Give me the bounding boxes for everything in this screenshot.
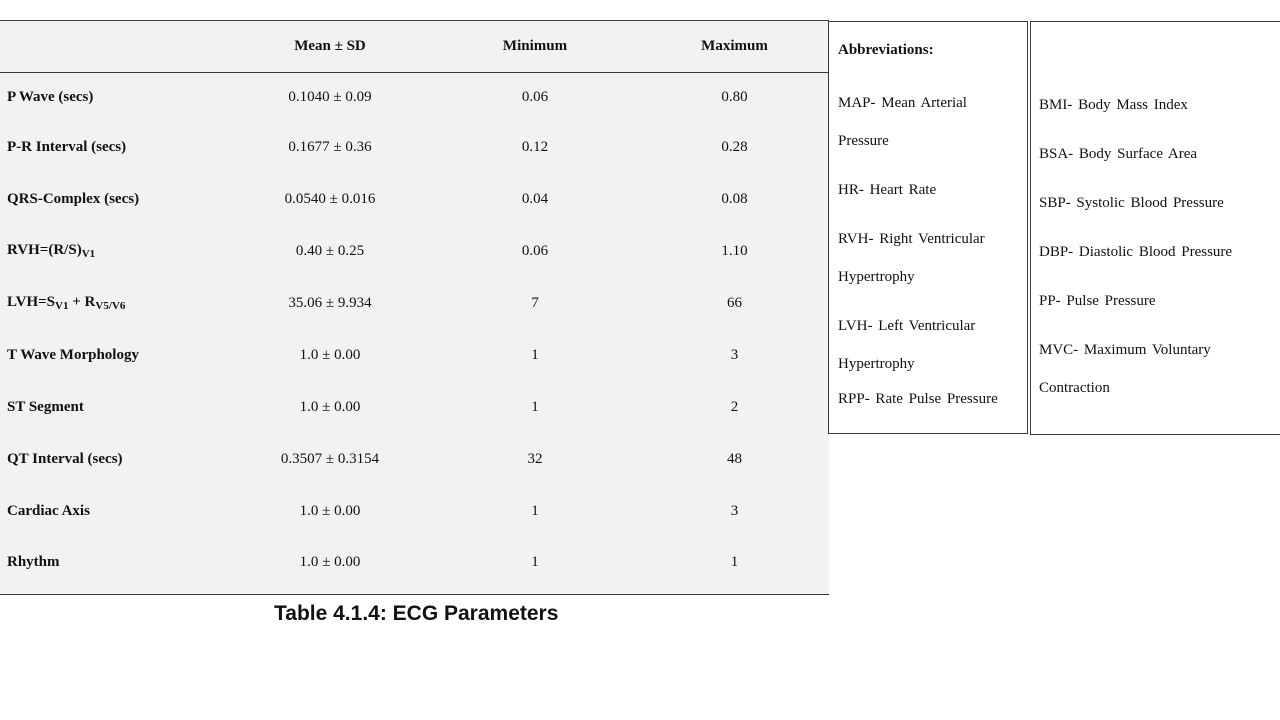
header-parameter: [0, 21, 230, 73]
row-maximum: 1: [730, 553, 739, 570]
row-maximum: 3: [730, 346, 739, 363]
table-row: [0, 381, 829, 433]
abbreviations-box-right: [1030, 21, 1280, 435]
row-mean-sd: 0.0540 ± 0.016: [284, 190, 376, 207]
table-row: [0, 225, 829, 277]
row-label: QT Interval (secs): [7, 450, 123, 467]
row-mean-sd: 0.1040 ± 0.09: [288, 88, 372, 105]
row-mean-sd: 0.1677 ± 0.36: [288, 138, 372, 155]
table-row: [0, 537, 829, 587]
table-row: [0, 277, 829, 329]
row-minimum: 1: [531, 553, 539, 570]
row-label-part-a: LVH=S: [7, 294, 56, 310]
table-row: [0, 173, 829, 225]
row-mean-sd: 1.0 ± 0.00: [299, 502, 361, 519]
row-label: [0, 277, 230, 329]
row-label: P Wave (secs): [7, 88, 94, 105]
row-minimum: 1: [531, 346, 539, 363]
table-caption: Table 4.1.4: ECG Parameters: [274, 602, 559, 625]
row-label: P-R Interval (secs): [7, 138, 127, 155]
row-mean-sd: 1.0 ± 0.00: [299, 553, 361, 570]
row-label-main: RVH=(R/S): [7, 242, 82, 258]
abbreviation-item: DBP- Diastolic Blood Pressure: [1039, 244, 1233, 260]
row-label-subscript-b: V5/V6: [95, 300, 126, 312]
abbreviation-item: LVH- Left Ventricular Hypertrophy: [838, 318, 976, 372]
abbreviation-item: MAP- Mean Arterial Pressure: [838, 95, 967, 149]
row-label-part-b: + R: [68, 294, 96, 310]
row-label: Cardiac Axis: [7, 502, 90, 519]
table-row: [0, 73, 829, 122]
abbreviations-box-left: [828, 21, 1028, 434]
row-maximum: 0.28: [721, 138, 748, 155]
table-row: [0, 121, 829, 173]
header-maximum: Maximum: [640, 21, 829, 73]
row-minimum: 7: [531, 294, 539, 311]
abbreviation-item: HR- Heart Rate: [838, 182, 937, 198]
row-maximum: 2: [730, 398, 739, 415]
row-minimum: 0.06: [521, 242, 549, 259]
row-mean-sd: 0.3507 ± 0.3154: [280, 450, 380, 467]
row-maximum: 3: [730, 502, 739, 519]
abbreviation-item: BMI- Body Mass Index: [1039, 97, 1188, 113]
header-minimum: Minimum: [430, 21, 640, 73]
row-label: [0, 225, 230, 277]
abbreviation-item: PP- Pulse Pressure: [1039, 293, 1156, 309]
row-minimum: 32: [527, 450, 543, 467]
table-row: [0, 433, 829, 485]
row-label-subscript: V1: [81, 248, 96, 260]
abbreviation-item: RPP- Rate Pulse Pressure: [838, 391, 998, 407]
row-minimum: 1: [531, 398, 539, 415]
row-label-subscript-a: V1: [55, 300, 69, 312]
abbreviations-title: Abbreviations:: [838, 42, 934, 58]
row-label: ST Segment: [7, 398, 84, 415]
table-row: [0, 329, 829, 381]
row-label: QRS-Complex (secs): [7, 190, 140, 207]
row-maximum: 66: [727, 294, 742, 311]
ecg-parameters-table: [0, 20, 829, 595]
row-minimum: 1: [531, 502, 539, 519]
ecg-table: [0, 21, 829, 587]
row-minimum: 0.04: [521, 190, 549, 207]
row-mean-sd: 0.40 ± 0.25: [295, 242, 365, 259]
row-maximum: 1.10: [721, 242, 748, 259]
abbreviation-item: BSA- Body Surface Area: [1039, 146, 1198, 162]
row-maximum: 0.80: [721, 88, 748, 105]
abbreviation-item: SBP- Systolic Blood Pressure: [1039, 195, 1224, 211]
row-maximum: 48: [727, 450, 742, 467]
table-row: [0, 485, 829, 537]
row-maximum: 0.08: [721, 190, 748, 207]
row-minimum: 0.12: [521, 138, 549, 155]
header-mean-sd: Mean ± SD: [230, 21, 430, 73]
row-mean-sd: 35.06 ± 9.934: [288, 294, 372, 311]
abbreviation-item: MVC- Maximum Voluntary Contraction: [1039, 342, 1211, 396]
abbreviation-item: RVH- Right Ventricular Hypertrophy: [838, 231, 985, 285]
row-label: T Wave Morphology: [7, 346, 139, 363]
row-mean-sd: 1.0 ± 0.00: [299, 398, 361, 415]
table-header-row: [0, 21, 829, 73]
row-minimum: 0.06: [521, 88, 549, 105]
row-label: Rhythm: [7, 553, 60, 570]
row-mean-sd: 1.0 ± 0.00: [299, 346, 361, 363]
